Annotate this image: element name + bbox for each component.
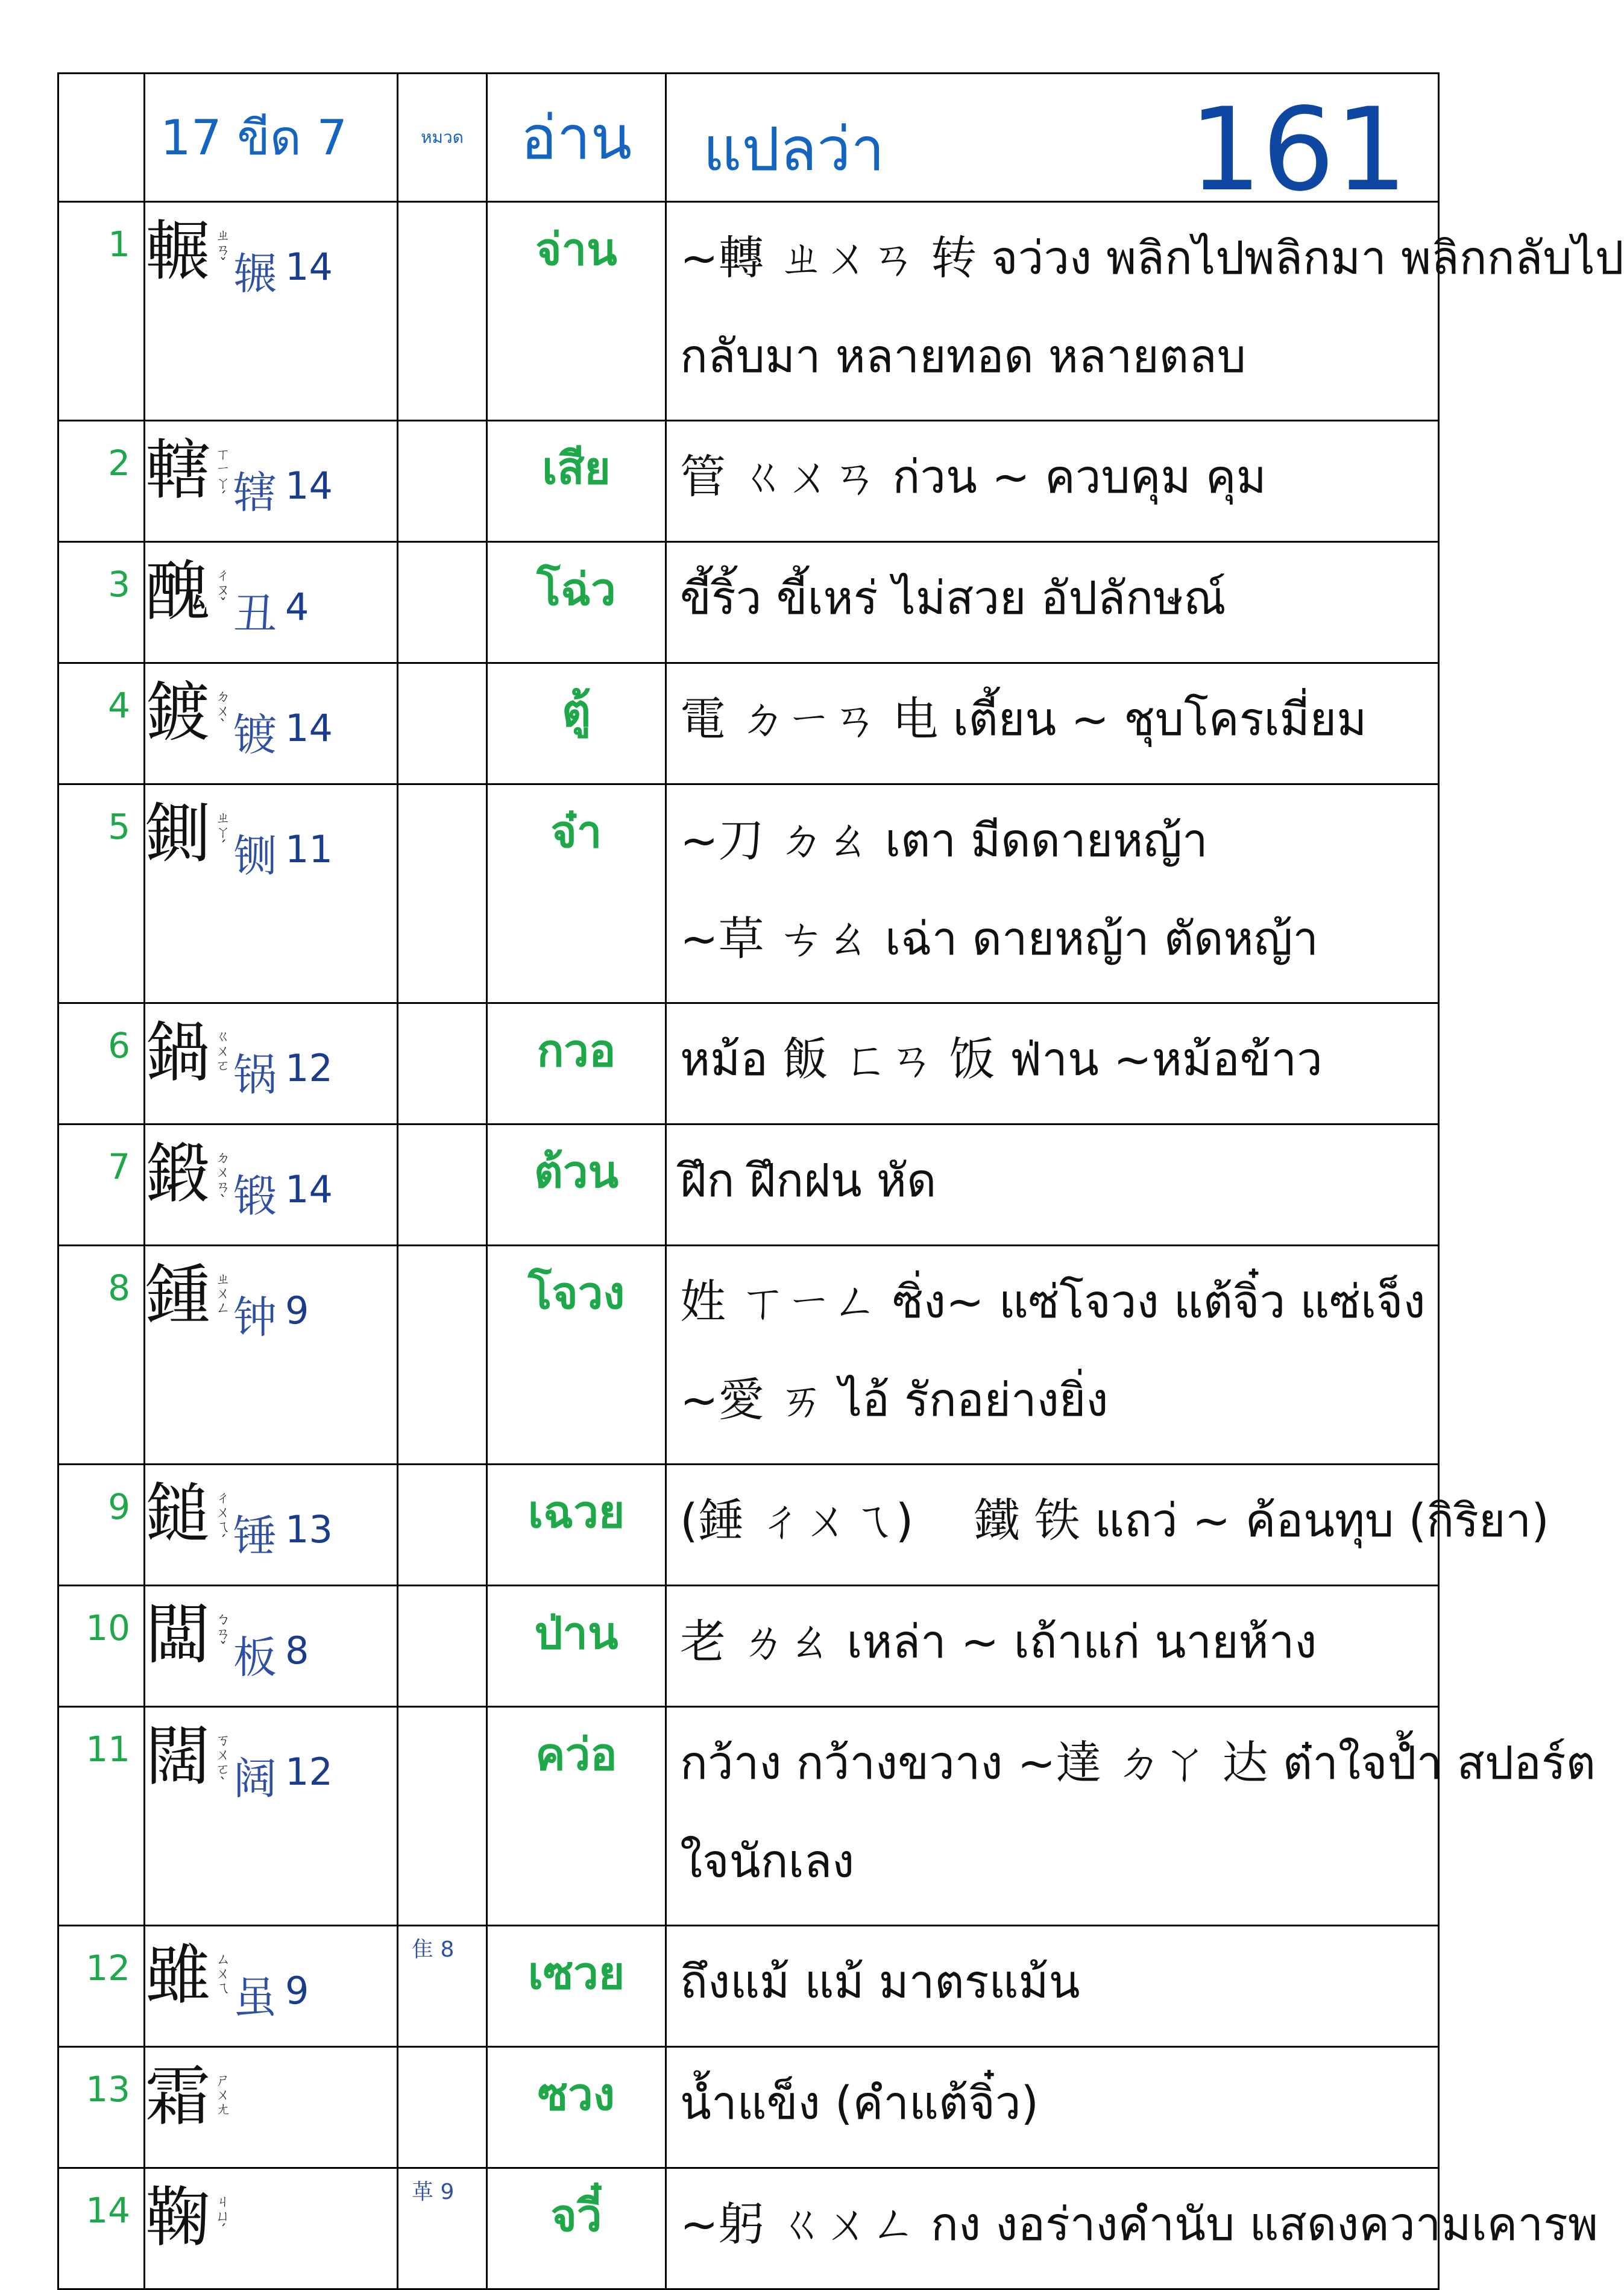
stroke-count: 14 [285,706,333,750]
meaning-cell [666,1246,1439,1465]
simplified-character: 辖 [233,467,277,518]
simplified-character: 阔 [233,1753,277,1804]
bopomofo-symbol: ㄡ [216,581,231,598]
thai-reading: โฉ่ว [487,542,666,663]
meaning-cell [666,2047,1439,2168]
traditional-character: 醜 [145,554,211,629]
bopomofo-symbol: ㄓ [216,809,231,826]
simplified-character: 铡 [233,831,277,882]
bopomofo-reading [213,2061,233,2116]
radical-category [398,1124,487,1246]
character-cell [145,1003,398,1124]
traditional-character: 闊 [145,1719,211,1794]
traditional-character: 雖 [145,1938,211,2013]
bopomofo-symbol: ㄨ [216,1042,231,1059]
meaning-line: ~刀 ㄉㄠ เตา มีดดายหญ้า [680,813,1208,867]
radical-category [398,1586,487,1707]
meaning-cell [666,202,1624,421]
header-row [58,74,1439,202]
stroke-count: 13 [285,1507,333,1551]
bopomofo-symbol: ㄨ [216,1746,231,1763]
meaning-line: กว้าง กว้างขวาง ~達 ㄉㄚ 达 ต๋าใจป้ำ สปอร์ต [680,1736,1596,1790]
character-cell [145,663,398,784]
bopomofo-symbol: ㄕ [216,2072,231,2089]
table-row [58,1707,1439,1926]
table-row [58,1124,1439,1246]
meaning-line: 電 ㄉㄧㄢ 电 เตี้ยน ~ ชุบโครเมี่ยม [680,692,1367,746]
radical-category [398,1707,487,1926]
radical-category [398,542,487,663]
character-group [145,203,397,301]
meaning-cell [666,1465,1549,1586]
meaning-title: แปลว่า [703,114,885,185]
bopomofo-symbol: ㄚ [216,824,231,841]
stroke-count: 12 [285,1750,333,1794]
stroke-count: 8 [285,1629,309,1673]
bopomofo-reading [213,1138,233,1208]
character-group [145,1465,397,1564]
reading-title: อ่าน [487,74,666,202]
meaning-line: ~草 ㄘㄠ เฉ่า ดายหญ้า ตัดหญ้า [680,912,1319,965]
bopomofo-symbol: ㄨ [216,1965,231,1982]
simplified-character: 锅 [233,1050,277,1100]
entry-number: 13 [58,2047,145,2168]
entry-number: 9 [58,1465,145,1586]
radical-category [398,202,487,421]
thai-reading: คว่อ [487,1707,666,1926]
stroke-count: 12 [285,1046,333,1090]
table-row [58,421,1439,542]
traditional-character: 鍾 [145,1258,211,1333]
bopomofo-symbol: ㄎ [216,1732,231,1749]
traditional-character: 鍋 [145,1015,211,1091]
entry-number: 5 [58,784,145,1003]
meaning-line: กลับมา หลายทอด หลายตลบ [680,329,1246,383]
bopomofo-reading [213,798,233,854]
character-cell [145,1926,398,2047]
table-row [58,1586,1439,1707]
meaning-cell [666,2168,1599,2289]
bopomofo-symbol: ㄨ [216,1504,231,1521]
character-group [145,1586,397,1685]
bopomofo-symbol: ㄒ [216,446,231,462]
meaning-line: ~轉 ㄓㄨㄢ 转 จว่วง พลิกไปพลิกมา พลิกกลับไป [680,231,1624,285]
thai-reading: กวอ [487,1003,666,1124]
table-row [58,2047,1439,2168]
traditional-character: 轄 [145,433,211,508]
bopomofo-symbol: ㄛ [216,1761,231,1777]
thai-reading: เฉวย [487,1465,666,1586]
bopomofo-symbol: ˊ [219,838,227,855]
character-cell [145,1465,398,1586]
table-row [58,2168,1439,2289]
header-meaning-cell [666,74,1439,216]
entry-number: 11 [58,1707,145,1926]
traditional-character: 闆 [145,1598,211,1673]
table-row [58,1465,1439,1586]
table-row [58,1003,1439,1124]
bopomofo-symbol: ˊ [219,2222,227,2239]
meaning-line: 管 ㄍㄨㄢ ก่วน ~ ควบคุม คุม [680,450,1267,503]
character-group [145,1246,397,1345]
bopomofo-symbol: ˊ [219,1533,227,1550]
table-row [58,1926,1439,2047]
bopomofo-symbol: ˋ [219,717,227,734]
bopomofo-symbol: ㄢ [216,1625,231,1642]
bopomofo-symbol: ㄟ [216,1518,231,1535]
character-group [145,1125,397,1224]
traditional-character: 霜 [145,2059,211,2134]
character-group [145,2169,397,2254]
simplified-character: 虽 [233,1972,277,2023]
bopomofo-symbol: ˇ [219,1639,227,1656]
simplified-character: 丑 [233,588,277,639]
bopomofo-symbol: ˋ [219,1775,227,1792]
character-group [145,1708,397,1806]
bopomofo-reading [213,1260,233,1315]
character-cell [145,1586,398,1707]
meaning-cell [666,421,1439,542]
header-number-cell [58,74,145,202]
meaning-cell [666,542,1439,663]
bopomofo-symbol: ㄨ [216,1285,231,1302]
character-cell [145,1246,398,1465]
entry-number: 1 [58,202,145,421]
radical-category: 隹 8 [398,1926,487,2047]
bopomofo-symbol: ㄅ [216,1610,231,1627]
table-row [58,663,1439,784]
traditional-character: 鍍 [145,675,211,751]
meaning-line: ขี้ริ้ว ขี้เหร่ ไม่สวย อัปลักษณ์ [680,571,1226,625]
character-cell [145,542,398,663]
radical-category [398,421,487,542]
bopomofo-symbol: ㄓ [216,1270,231,1287]
radical-category [398,1003,487,1124]
bopomofo-reading [213,677,233,733]
thai-reading: จ่าน [487,202,666,421]
stroke-count-title: 17 ขีด 7 [160,109,348,166]
table-row [58,1246,1439,1465]
thai-reading: เซวย [487,1926,666,2047]
bopomofo-symbol: ㄨ [216,1164,231,1181]
character-group [145,785,397,884]
character-group [145,664,397,763]
character-cell [145,1707,398,1926]
entry-number: 4 [58,663,145,784]
stroke-count: 9 [285,1969,309,2013]
meaning-cell [666,784,1439,1003]
bopomofo-symbol: ㄔ [216,567,231,584]
bopomofo-symbol: ㄚ [216,475,231,491]
simplified-character: 辗 [233,248,277,299]
radical-category [398,2047,487,2168]
entry-number: 12 [58,1926,145,2047]
bopomofo-symbol: ㄍ [216,1028,231,1045]
simplified-character: 锤 [233,1511,277,1562]
bopomofo-symbol: ㄛ [216,1057,231,1074]
stroke-count: 14 [285,1167,333,1211]
meaning-line: ฝึก ฝึกฝน หัด [680,1153,937,1207]
entry-number: 7 [58,1124,145,1246]
thai-reading: จ๋า [487,784,666,1003]
simplified-character: 锻 [233,1171,277,1222]
character-group [145,1004,397,1103]
bopomofo-reading [213,1600,233,1655]
meaning-cell [666,1124,1439,1246]
meaning-line: ~躬 ㄍㄨㄥ กง งอร่างคำนับ แสดงความเคารพ [680,2197,1599,2251]
table-row [58,542,1439,663]
stroke-count: 11 [285,827,333,871]
character-cell [145,2168,398,2289]
traditional-character: 鍛 [145,1137,211,1212]
bopomofo-symbol: ㄩ [216,2207,231,2224]
bopomofo-symbol: ㄐ [216,2193,231,2210]
traditional-character: 鞠 [145,2180,211,2256]
bopomofo-reading [213,1940,233,1995]
dictionary-table [57,72,1624,2290]
bopomofo-symbol: ㄙ [216,1951,231,1967]
bopomofo-symbol: ㄉ [216,688,231,705]
entry-number: 3 [58,542,145,663]
meaning-cell [666,1926,1439,2047]
bopomofo-symbol: ㄨ [216,2086,231,2103]
bopomofo-reading [213,1478,233,1548]
bopomofo-symbol: ˇ [219,596,227,613]
thai-reading: เสีย [487,421,666,542]
page-number: 161 [1189,83,1408,216]
character-cell [145,421,398,542]
bopomofo-symbol: ˇ [219,256,227,273]
radical-category [398,1465,487,1586]
meaning-cell [666,1707,1596,1926]
thai-reading: ต้วน [487,1124,666,1246]
thai-reading: ซวง [487,2047,666,2168]
entry-number: 6 [58,1003,145,1124]
character-cell [145,1124,398,1246]
bopomofo-symbol: ㄢ [216,1178,231,1195]
radical-category [398,1246,487,1465]
stroke-count: 4 [285,585,309,629]
table-row [58,202,1439,421]
bopomofo-reading [213,556,233,611]
character-group [145,2048,397,2133]
simplified-character: 钟 [233,1292,277,1343]
meaning-line: ถึงแม้ แม้ มาตรแม้น [680,1955,1080,2008]
thai-reading: จวี๋ [487,2168,666,2289]
bopomofo-symbol: ˋ [219,1193,227,1210]
character-group [145,1926,397,2025]
meaning-cell [666,663,1439,784]
meaning-cell [666,1586,1439,1707]
meaning-cell [666,1003,1439,1124]
bopomofo-reading [213,2182,233,2238]
meaning-line: ~愛 ㄞ ไอ้ รักอย่างยิ่ง [680,1373,1109,1427]
bopomofo-reading [213,1721,233,1791]
stroke-count: 14 [285,464,333,508]
bopomofo-symbol: ㄢ [216,241,231,258]
thai-reading: ป่าน [487,1586,666,1707]
bopomofo-symbol: ㄨ [216,702,231,719]
meaning-line: 姓 ㄒㄧㄥ ซิ่ง~ แซ่โจวง แต้จิ๋ว แซ่เจ็ง [680,1275,1426,1328]
character-group [145,543,397,642]
traditional-character: 輾 [145,214,211,289]
radical-category [398,784,487,1003]
character-cell [145,202,398,421]
bopomofo-reading [213,1017,233,1073]
meaning-line: 老 ㄌㄠ เหล่า ~ เถ้าแก่ นายห้าง [680,1615,1317,1668]
stroke-count: 14 [285,245,333,289]
bopomofo-symbol: ㄥ [216,1299,231,1316]
header-stroke-cell [145,74,398,202]
meaning-line: ใจนักเลง [680,1834,855,1888]
entry-number: 2 [58,421,145,542]
bopomofo-reading [213,435,233,505]
table-row [58,784,1439,1003]
bopomofo-reading [213,216,233,271]
bopomofo-symbol: ㄧ [216,460,231,477]
entry-number: 8 [58,1246,145,1465]
thai-reading: โจวง [487,1246,666,1465]
meaning-line: น้ำแข็ง (คำแต้จิ๋ว) [680,2076,1039,2130]
bopomofo-symbol: ㄓ [216,227,231,244]
character-group [145,421,397,520]
entry-number: 10 [58,1586,145,1707]
stroke-count: 9 [285,1289,309,1333]
character-cell [145,784,398,1003]
simplified-character: 镀 [233,710,277,760]
bopomofo-symbol: ㄟ [216,1979,231,1996]
bopomofo-symbol: ㄉ [216,1149,231,1166]
radical-category [398,663,487,784]
bopomofo-symbol: ㄤ [216,2101,231,2118]
traditional-character: 鎚 [145,1477,211,1552]
character-cell [145,2047,398,2168]
meaning-line: หม้อ 飯 ㄈㄢ 饭 ฟ่าน ~หม้อข้าว [680,1032,1323,1086]
simplified-character: 板 [233,1632,277,1683]
category-title: หมวด [398,74,487,202]
traditional-character: 鍘 [145,796,211,872]
thai-reading: ตู้ [487,663,666,784]
radical-category: 革 9 [398,2168,487,2289]
entry-number: 14 [58,2168,145,2289]
bopomofo-symbol: ㄔ [216,1489,231,1506]
meaning-line: (錘 ㄔㄨㄟ) 鐵 铁 แถว่ ~ ค้อนทุบ (กิริยา) [680,1494,1549,1547]
bopomofo-symbol: ˊ [219,489,227,506]
